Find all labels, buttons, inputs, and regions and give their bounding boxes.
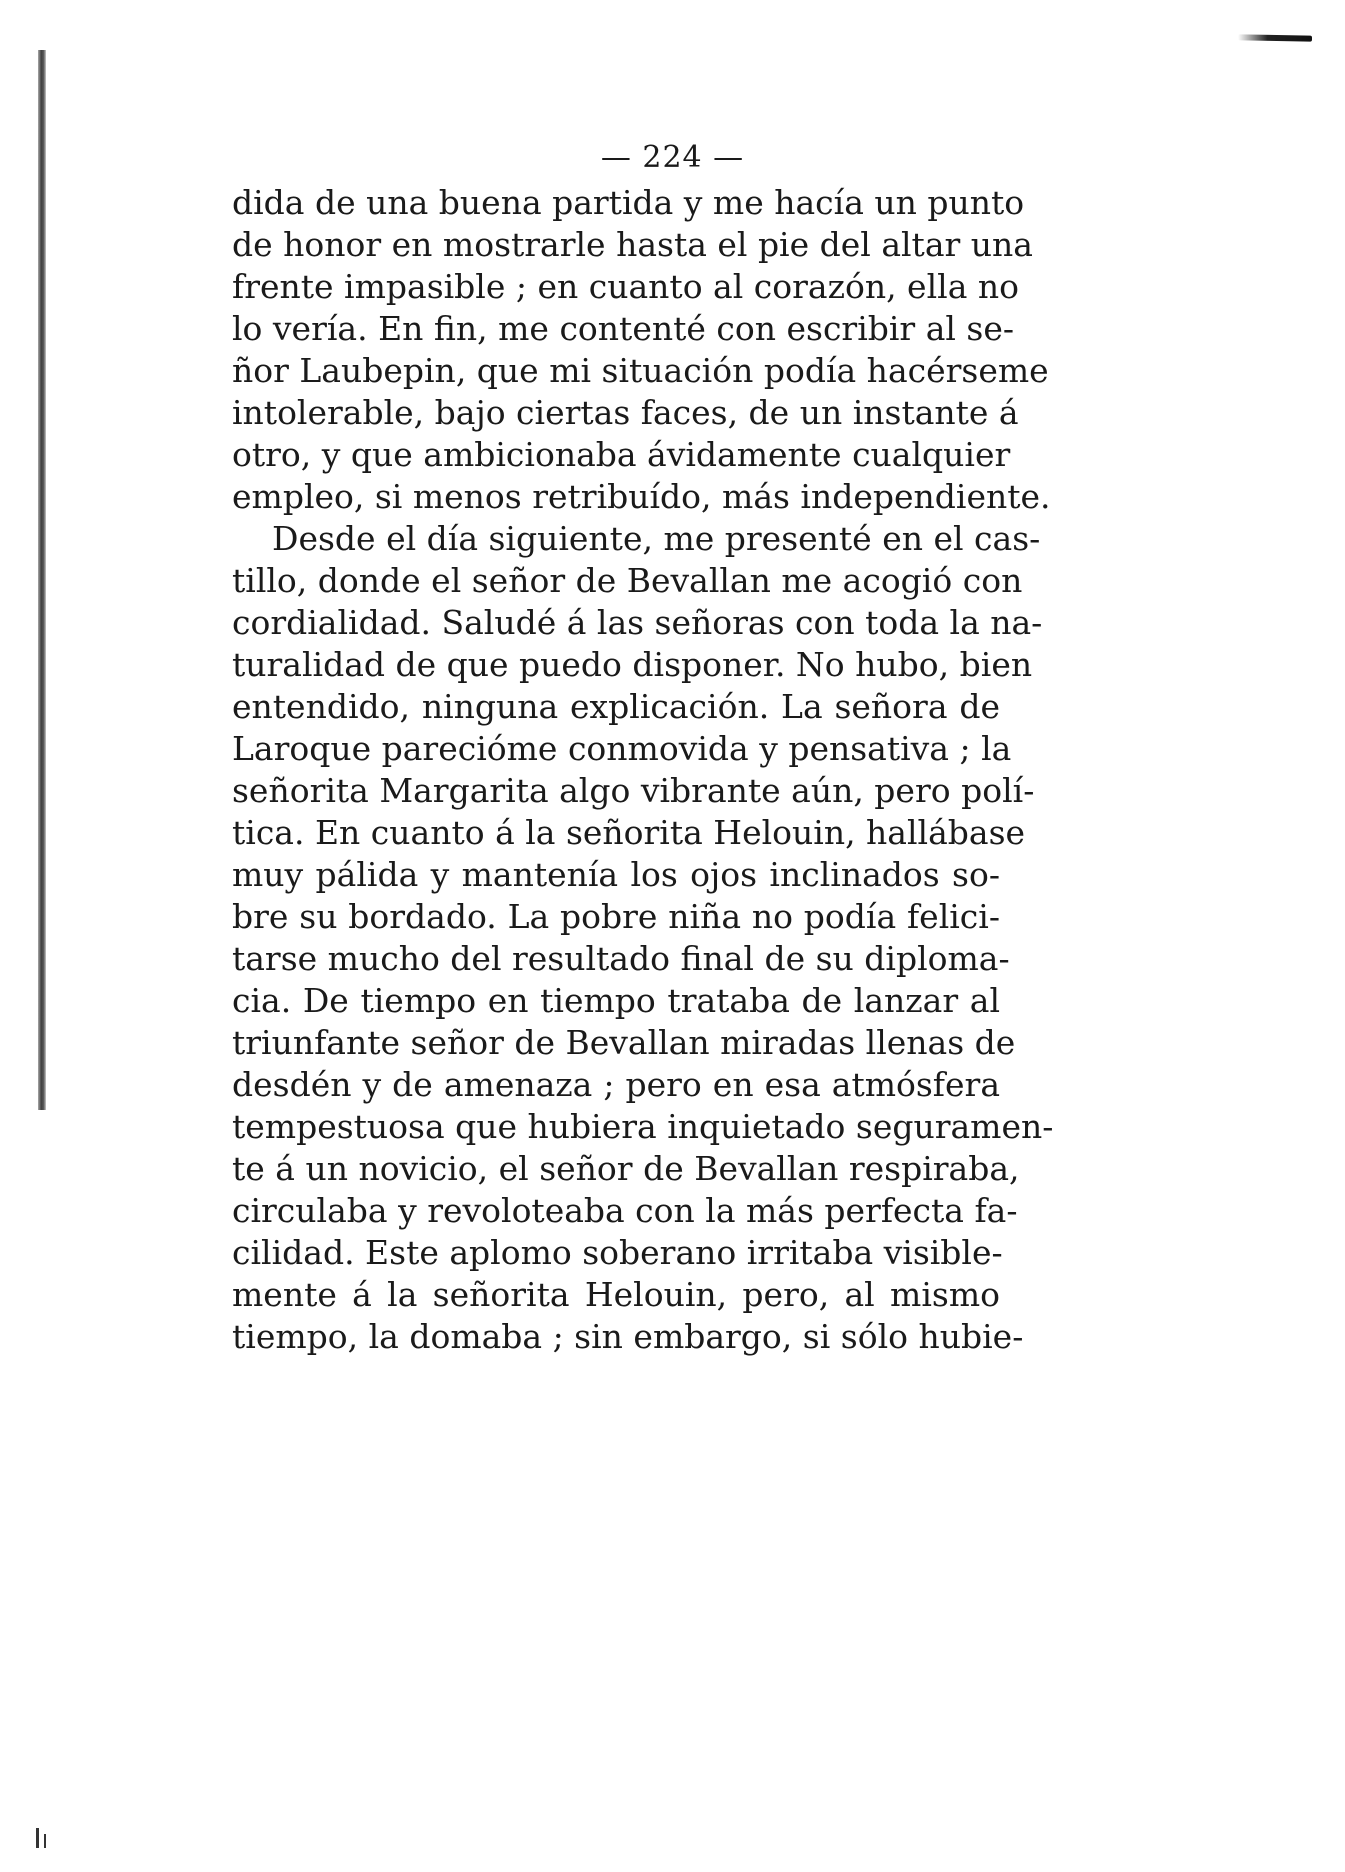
text-line: triunfante señor de Bevallan miradas llenas de — [232, 1023, 1016, 1062]
text-line: cia. De tiempo en tiempo trataba de lanzar al — [232, 981, 1000, 1020]
scan-speck — [36, 1828, 39, 1848]
text-line: tiempo, la domaba ; sin embargo, si sólo hubie- — [232, 1317, 1024, 1356]
text-line: tica. En cuanto á la señorita Helouin, hallábase — [232, 813, 1026, 852]
scan-speck — [44, 1834, 46, 1848]
page-number: — 224 — — [600, 140, 745, 175]
text-line: otro, y que ambicionaba ávidamente cualquier — [232, 435, 1011, 474]
text-line: desdén y de amenaza ; pero en esa atmósfera — [232, 1065, 1000, 1104]
text-line: bre su bordado. La pobre niña no podía felici- — [232, 897, 1000, 936]
text-line: empleo, si menos retribuído, más independiente. — [232, 477, 1051, 516]
text-line: Desde el día siguiente, me presenté en el cas- — [272, 519, 1041, 558]
text-line: muy pálida y mantenía los ojos inclinados so- — [232, 855, 1000, 894]
body-text — [232, 182, 1054, 1358]
text-line: tempestuosa que hubiera inquietado seguramen- — [232, 1107, 1054, 1146]
text-line: cilidad. Este aplomo soberano irritaba visible- — [232, 1233, 1003, 1272]
text-line: ñor Laubepin, que mi situación podía hacérseme — [232, 351, 1049, 390]
text-line: mente á la señorita Helouin, pero, al mismo — [232, 1275, 1000, 1314]
scan-mark — [1238, 34, 1312, 41]
scan-binding-shadow — [38, 50, 46, 1110]
text-line: circulaba y revoloteaba con la más perfecta fa- — [232, 1191, 1018, 1230]
text-line: cordialidad. Saludé á las señoras con toda la na- — [232, 603, 1043, 642]
text-line: intolerable, bajo ciertas faces, de un instante á — [232, 393, 1019, 432]
text-line: de honor en mostrarle hasta el pie del altar una — [232, 225, 1033, 264]
text-line: frente impasible ; en cuanto al corazón, ella no — [232, 267, 1019, 306]
text-line: te á un novicio, el señor de Bevallan respiraba, — [232, 1149, 1020, 1188]
text-line: tillo, donde el señor de Bevallan me acogió con — [232, 561, 1023, 600]
text-line: señorita Margarita algo vibrante aún, pero polí- — [232, 771, 1035, 810]
text-line: turalidad de que puedo disponer. No hubo, bien — [232, 645, 1033, 684]
text-line: lo vería. En fin, me contenté con escribir al se- — [232, 309, 1015, 348]
text-line: dida de una buena partida y me hacía un punto — [232, 183, 1025, 222]
text-line: tarse mucho del resultado final de su diploma- — [232, 939, 1010, 978]
text-line: entendido, ninguna explicación. La señora de — [232, 687, 1000, 726]
text-line: Laroque parecióme conmovida y pensativa ; la — [232, 729, 1012, 768]
